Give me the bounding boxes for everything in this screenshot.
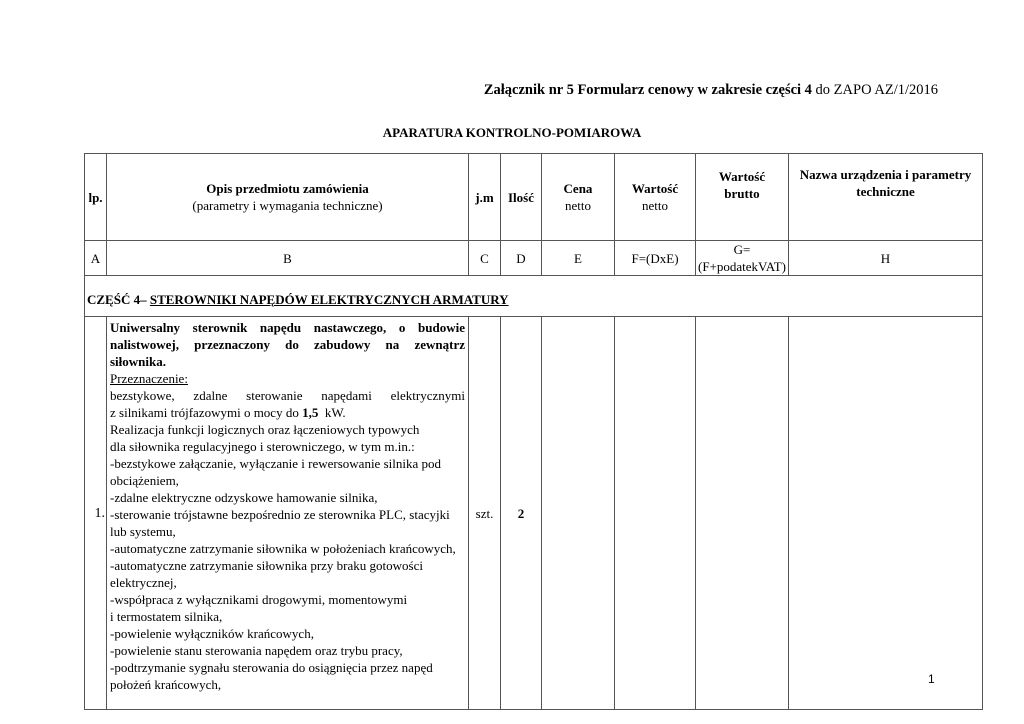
item-description — [107, 317, 469, 710]
code-cell: C — [469, 241, 501, 276]
section-row — [85, 276, 983, 317]
page-number: 1 — [928, 672, 935, 686]
code-cell: H — [789, 241, 983, 276]
title-regular-part: do ZAPO AZ/1/2016 — [811, 82, 938, 98]
desc-line: bezstykowe, zdalne sterowanie napędami elektrycznymi — [110, 388, 465, 403]
table-header-row — [85, 154, 983, 241]
item-quantity: 2 — [501, 317, 542, 710]
item-net-value-cell[interactable] — [615, 317, 696, 710]
desc-line: dla siłownika regulacyjnego i sterowniczego, w tym m.in.: — [110, 439, 415, 454]
section-title: STEROWNIKI NAPĘDÓW ELEKTRYCZNYCH ARMATURY — [149, 291, 509, 307]
code-cell: F=(DxE) — [615, 241, 696, 276]
item-unit: szt. — [469, 317, 501, 710]
item-number: 1. — [85, 317, 107, 710]
desc-line: i termostatem silnika, — [110, 609, 223, 624]
desc-line: -powielenie stanu sterowania napędem oraz trybu pracy, — [110, 643, 403, 658]
col-header-gross-value: Wartość brutto — [696, 154, 789, 241]
desc-line: -automatyczne zatrzymanie siłownika w położeniach krańcowych, — [110, 541, 456, 556]
document-title — [484, 82, 938, 99]
code-cell: B — [107, 241, 469, 276]
desc-line: -automatyczne zatrzymanie siłownika przy braku gotowości — [110, 558, 423, 573]
price-form-table — [84, 153, 983, 710]
section-heading: APARATURA KONTROLNO-POMIAROWA — [382, 125, 642, 140]
col-header-description: Opis przedmiotu zamówienia (parametry i wymagania techniczne) — [107, 154, 469, 241]
item-net-price-cell[interactable] — [542, 317, 615, 710]
desc-line: -podtrzymanie sygnału sterowania do osiągnięcia przez napęd — [110, 660, 433, 675]
code-cell: A — [85, 241, 107, 276]
desc-line: -zdalne elektryczne odzyskowe hamowanie silnika, — [110, 490, 378, 505]
col-header-lp: lp. — [85, 154, 107, 241]
desc-purpose-label: Przeznaczenie: — [110, 371, 188, 386]
section-cell — [85, 276, 983, 317]
section-prefix: CZĘŚĆ 4– — [87, 291, 150, 307]
code-cell: D — [501, 241, 542, 276]
desc-line: położeń krańcowych, — [110, 677, 222, 692]
desc-line: z silnikami trójfazowymi o mocy do 1,5 kW. — [110, 405, 346, 420]
desc-line: lub systemu, — [110, 524, 176, 539]
desc-line: -bezstykowe załączanie, wyłączanie i rewersowanie silnika pod — [110, 456, 441, 471]
code-cell: G=(F+podatekVAT) — [696, 241, 789, 276]
table-row — [85, 317, 983, 710]
item-device-name-cell[interactable] — [789, 317, 983, 710]
desc-line: Realizacja funkcji logicznych oraz łączeniowych typowych — [110, 422, 420, 437]
col-header-net-value: Wartość netto — [615, 154, 696, 241]
desc-line: obciążeniem, — [110, 473, 179, 488]
desc-line: -sterowanie trójstawne bezpośrednio ze sterownika PLC, stacyjki — [110, 507, 450, 522]
col-header-device-name: Nazwa urządzenia i parametry techniczne — [789, 154, 983, 241]
desc-line: -powielenie wyłączników krańcowych, — [110, 626, 314, 641]
desc-line: -współpraca z wyłącznikami drogowymi, momentowymi — [110, 592, 408, 607]
item-gross-value-cell[interactable] — [696, 317, 789, 710]
col-header-quantity: Ilość — [501, 154, 542, 241]
col-header-net-price: Cena netto — [542, 154, 615, 241]
title-bold-part: Załącznik nr 5 Formularz cenowy w zakresie części 4 — [483, 82, 812, 98]
desc-line: siłownika. — [110, 354, 166, 369]
col-header-unit: j.m — [469, 154, 501, 241]
column-codes-row — [85, 241, 983, 276]
desc-line: elektrycznej, — [110, 575, 177, 590]
code-cell: E — [542, 241, 615, 276]
desc-line: Uniwersalny sterownik napędu nastawczego, o budowie — [110, 320, 465, 335]
desc-line: nalistwowej, przeznaczony do zabudowy na zewnątrz — [110, 337, 465, 352]
